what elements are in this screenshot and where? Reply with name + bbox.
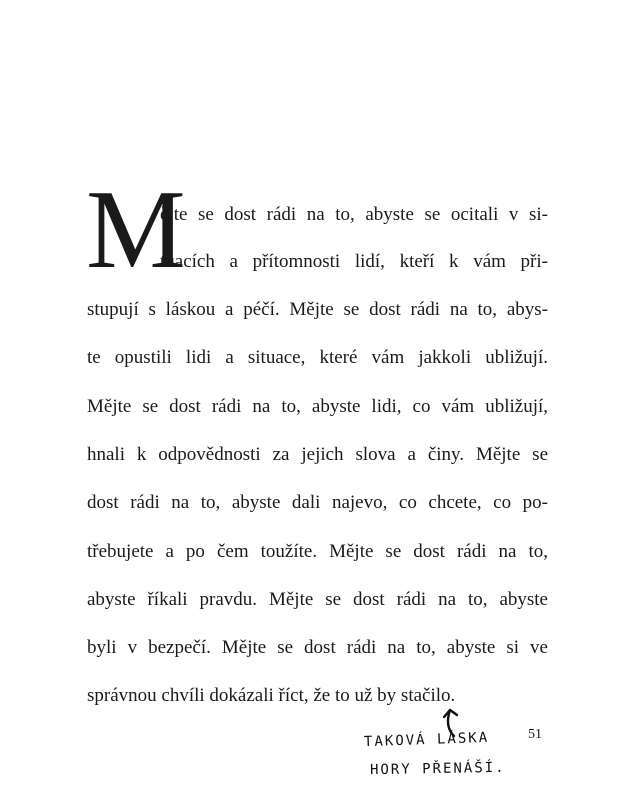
text-line: správnou chvíli dokázali říct, že to už by stačilo. <box>87 685 456 706</box>
text-line: hnali k odpovědnosti za jejich slova a činy. Mějte se <box>87 444 548 465</box>
text-line: ějte se dost rádi na to, abyste se ocitali v si- <box>160 204 548 225</box>
drop-cap: M <box>86 168 184 292</box>
handwritten-note-line-2: HORY PŘENÁŠÍ. <box>369 759 506 779</box>
text-line: byli v bezpečí. Mějte se dost rádi na to, abyste si ve <box>87 637 548 658</box>
text-line: stupují s láskou a péčí. Mějte se dost rádi na to, abys- <box>87 299 548 320</box>
text-line: Mějte se dost rádi na to, abyste lidi, co vám ubližují, <box>87 396 548 417</box>
text-line: dost rádi na to, abyste dali najevo, co chcete, co po- <box>87 492 548 513</box>
text-line: abyste říkali pravdu. Mějte se dost rádi na to, abyste <box>87 589 548 610</box>
handwritten-note-line-1: TAKOVÁ LÁSKA <box>363 729 490 751</box>
page-number: 51 <box>528 727 542 742</box>
text-line: třebujete a po čem toužíte. Mějte se dost rádi na to, <box>87 541 548 562</box>
text-line: te opustili lidi a situace, které vám jakkoli ubližují. <box>87 347 548 368</box>
text-line: tuacích a přítomnosti lidí, kteří k vám při- <box>160 251 548 272</box>
